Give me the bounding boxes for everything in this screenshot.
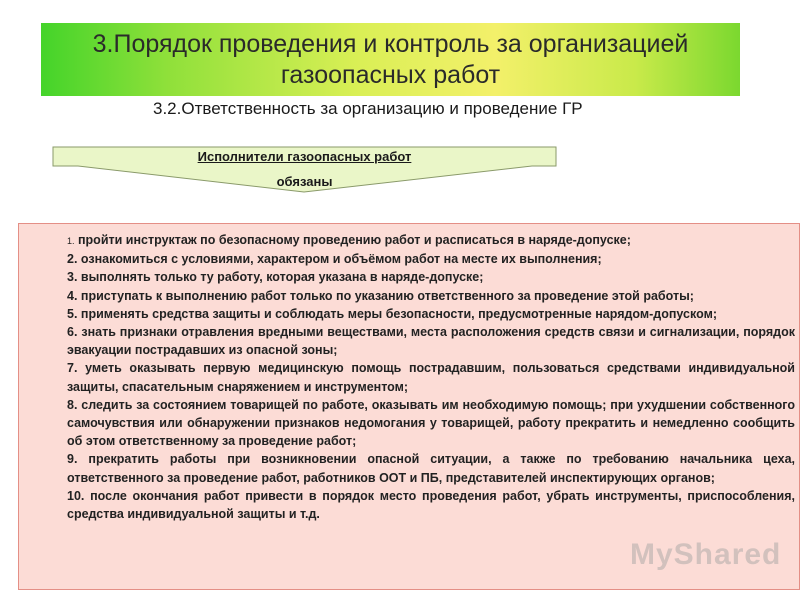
duty-text: ознакомиться с условиями, характером и объёмом работ на месте их выполнения; — [80, 252, 602, 267]
title-banner — [41, 23, 740, 96]
duty-text: следить за состоянием товарищей по работе, оказывать им необходимую помощь; при ухудшении собственного самочувствия или обнаружении признаков недомогания у товарищей, работу прекратить и немедленно сообщить об этом ответственному за проведение работ; — [67, 397, 795, 449]
duties-panel — [18, 223, 800, 590]
duty-text: пройти инструктаж по безопасному проведению работ и расписаться в наряде-допуске; — [78, 233, 631, 247]
duty-text: знать признаки отравления вредными веществами, места расположения средств связи и сигнализации, порядок эвакуации пострадавших из опасной зоны; — [67, 325, 795, 358]
duty-item — [67, 359, 795, 395]
duty-item — [67, 305, 795, 323]
duty-item — [67, 396, 795, 451]
duty-number: 3. — [67, 270, 78, 285]
duty-item — [67, 287, 795, 305]
duty-item — [67, 250, 795, 268]
duty-number: 5. — [67, 306, 78, 321]
duty-number: 2. — [67, 252, 78, 267]
section-subtitle: 3.2.Ответственность за организацию и проведение ГР — [153, 99, 583, 118]
duty-number: 6. — [67, 325, 78, 340]
duty-number: 9. — [67, 452, 78, 467]
page-title-line1: 3.Порядок проведения и контроль за организацией — [92, 30, 689, 58]
duty-text: приступать к выполнению работ только по указанию ответственного за проведение этой работы; — [80, 288, 694, 303]
duty-text: прекратить работы при возникновении опасной ситуации, а также по требованию начальника цеха, ответственного за проведение работ, работников ООТ и ПБ, представителей инспектирующих органов; — [67, 452, 795, 485]
duty-item — [67, 268, 795, 286]
duty-text: применять средства защиты и соблюдать меры безопасности, предусмотренные нарядом-допуском; — [80, 306, 717, 321]
duty-item — [67, 487, 795, 523]
performers-arrow — [52, 146, 557, 200]
duty-item — [67, 231, 795, 250]
watermark: MyShared — [630, 538, 782, 571]
performers-subheading: обязаны — [276, 174, 333, 189]
page-title-line2: газоопасных работ — [280, 61, 501, 89]
duty-number: 7. — [67, 361, 78, 376]
duty-text: после окончания работ привести в порядок место проведения работ, убрать инструменты, приспособления, средства индивидуальной защиты и т.д. — [67, 488, 795, 522]
duties-list — [67, 231, 795, 523]
duty-number: 1. — [67, 236, 75, 246]
duty-number: 4. — [67, 288, 78, 303]
duty-item — [67, 323, 795, 359]
duty-number: 10. — [67, 488, 85, 503]
duty-text: выполнять только ту работу, которая указана в наряде-допуске; — [80, 270, 484, 285]
duty-text: уметь оказывать первую медицинскую помощь пострадавшим, пользоваться средствами индивидуальной защиты, спасательным снаряжением и инструментом; — [67, 361, 795, 394]
duty-item — [67, 450, 795, 486]
duty-number: 8. — [67, 397, 78, 412]
performers-heading: Исполнители газоопасных работ — [197, 149, 412, 164]
